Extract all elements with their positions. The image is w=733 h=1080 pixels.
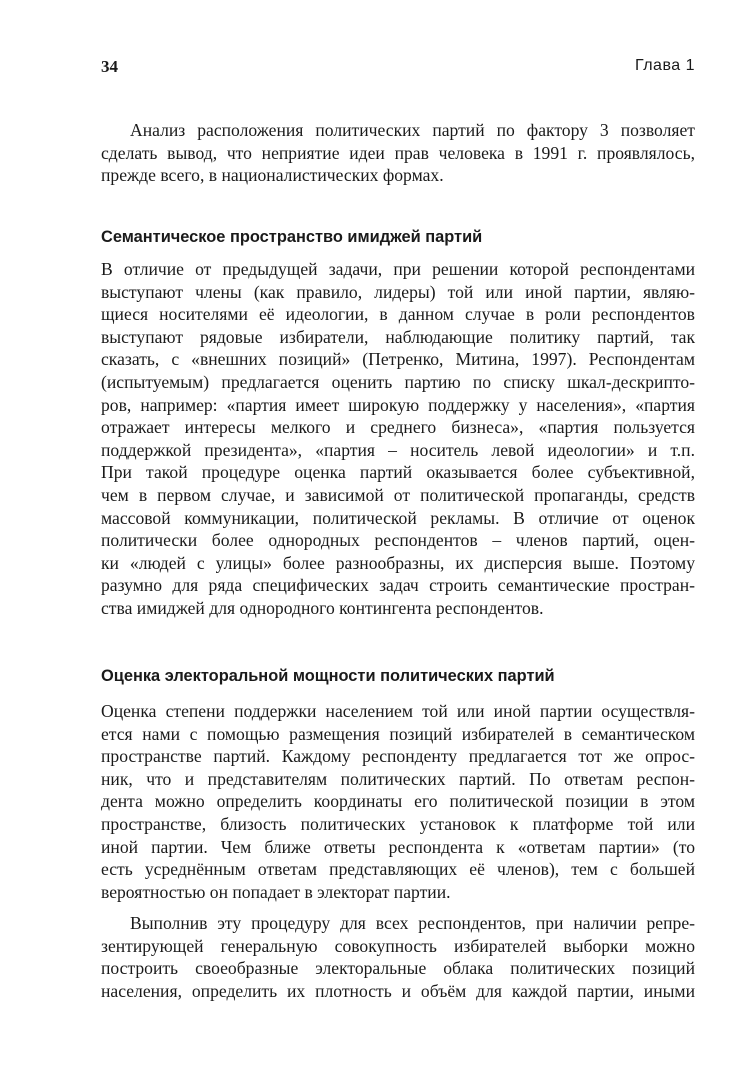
text-line: ется нами с помощью размещения позиций избирателей в семантическом	[101, 723, 695, 744]
page-header	[101, 57, 695, 81]
text-line: поддержкой президента», «партия – носитель левой идеологии» и т.п.	[101, 439, 695, 460]
text-line: Оценка степени поддержки населением той или иной партии осуществля-	[101, 701, 695, 721]
text-line: политически более однородных респондентов – членов партий, оцен-	[101, 530, 695, 551]
text-line: пространстве, близость политических установок к платформе той или	[101, 813, 695, 834]
text-line: сказать, с «внешних позиций» (Петренко, Митина, 1997). Респондентам	[101, 349, 695, 370]
text-line: вероятностью он попадает в электорат партии.	[101, 881, 451, 902]
text-line: сделать вывод, что неприятие идеи прав человека в 1991 г. проявлялось,	[101, 142, 695, 163]
text-line: пространстве партий. Каждому респонденту предлагается тот же опрос-	[101, 746, 695, 767]
text-line: Выполнив эту процедуру для всех респондентов, при наличии репре-	[130, 913, 695, 933]
text-line: чем в первом случае, и зависимой от политической пропаганды, средств	[101, 484, 695, 505]
page-number: 34	[101, 57, 118, 76]
text-line: ров, например: «партия имеет широкую поддержку у населения», «партия	[101, 394, 695, 415]
text-line: ки «людей с улицы» более разнообразны, их дисперсия выше. Поэтому	[101, 552, 695, 573]
chapter-title: Глава 1	[634, 57, 695, 74]
intro-paragraph	[101, 119, 695, 187]
text-line: ства имиджей для однородного контингента респондентов.	[101, 597, 544, 618]
text-line: прежде всего, в националистических формах.	[101, 165, 444, 186]
section-heading-electoral-power: Оценка электоральной мощности политических партий	[101, 667, 555, 685]
text-line: (испытуемым) предлагается оценить партию по списку шкал-дескрипто-	[101, 371, 695, 392]
text-line: иной партии. Чем ближе ответы респондента к «ответам партии» (то	[101, 836, 695, 857]
text-line: массовой коммуникации, политической рекламы. В отличие от оценок	[101, 507, 695, 528]
text-line: щиеся носителями её идеологии, в данном случае в роли респондентов	[101, 304, 695, 325]
text-line: ник, что и представителям политических партий. По ответам респон-	[101, 768, 695, 789]
text-line: населения, определить их плотность и объём для каждой партии, иными	[101, 980, 695, 1001]
section-heading-semantic-space: Семантическое пространство имиджей партий	[101, 228, 483, 246]
section2-paragraph-2	[101, 912, 695, 1002]
text-line: есть усреднённым ответам представляющих её членов), тем с большей	[101, 859, 695, 880]
text-line: В отличие от предыдущей задачи, при решении которой респондентами	[101, 259, 695, 279]
text-line: выступают рядовые избиратели, наблюдающие политику партий, так	[101, 326, 695, 347]
section1-paragraph	[101, 258, 695, 620]
section2-paragraph-1	[101, 700, 695, 903]
text-line: При такой процедуре оценка партий оказывается более субъективной,	[101, 462, 695, 483]
text-line: зентирующей генеральную совокупность избирателей выборки можно	[101, 935, 695, 956]
text-line: отражает интересы мелкого и среднего бизнеса», «партия пользуется	[101, 417, 695, 438]
text-line: разумно для ряда специфических задач строить семантические простран-	[101, 575, 695, 596]
text-line: дента можно определить координаты его политической позиции в этом	[101, 791, 695, 812]
text-line: выступают члены (как правило, лидеры) той или иной партии, являю-	[101, 281, 695, 302]
text-line: построить своеобразные электоральные облака политических позиций	[101, 958, 695, 979]
text-line: Анализ расположения политических партий по фактору 3 позволяет	[130, 120, 695, 140]
